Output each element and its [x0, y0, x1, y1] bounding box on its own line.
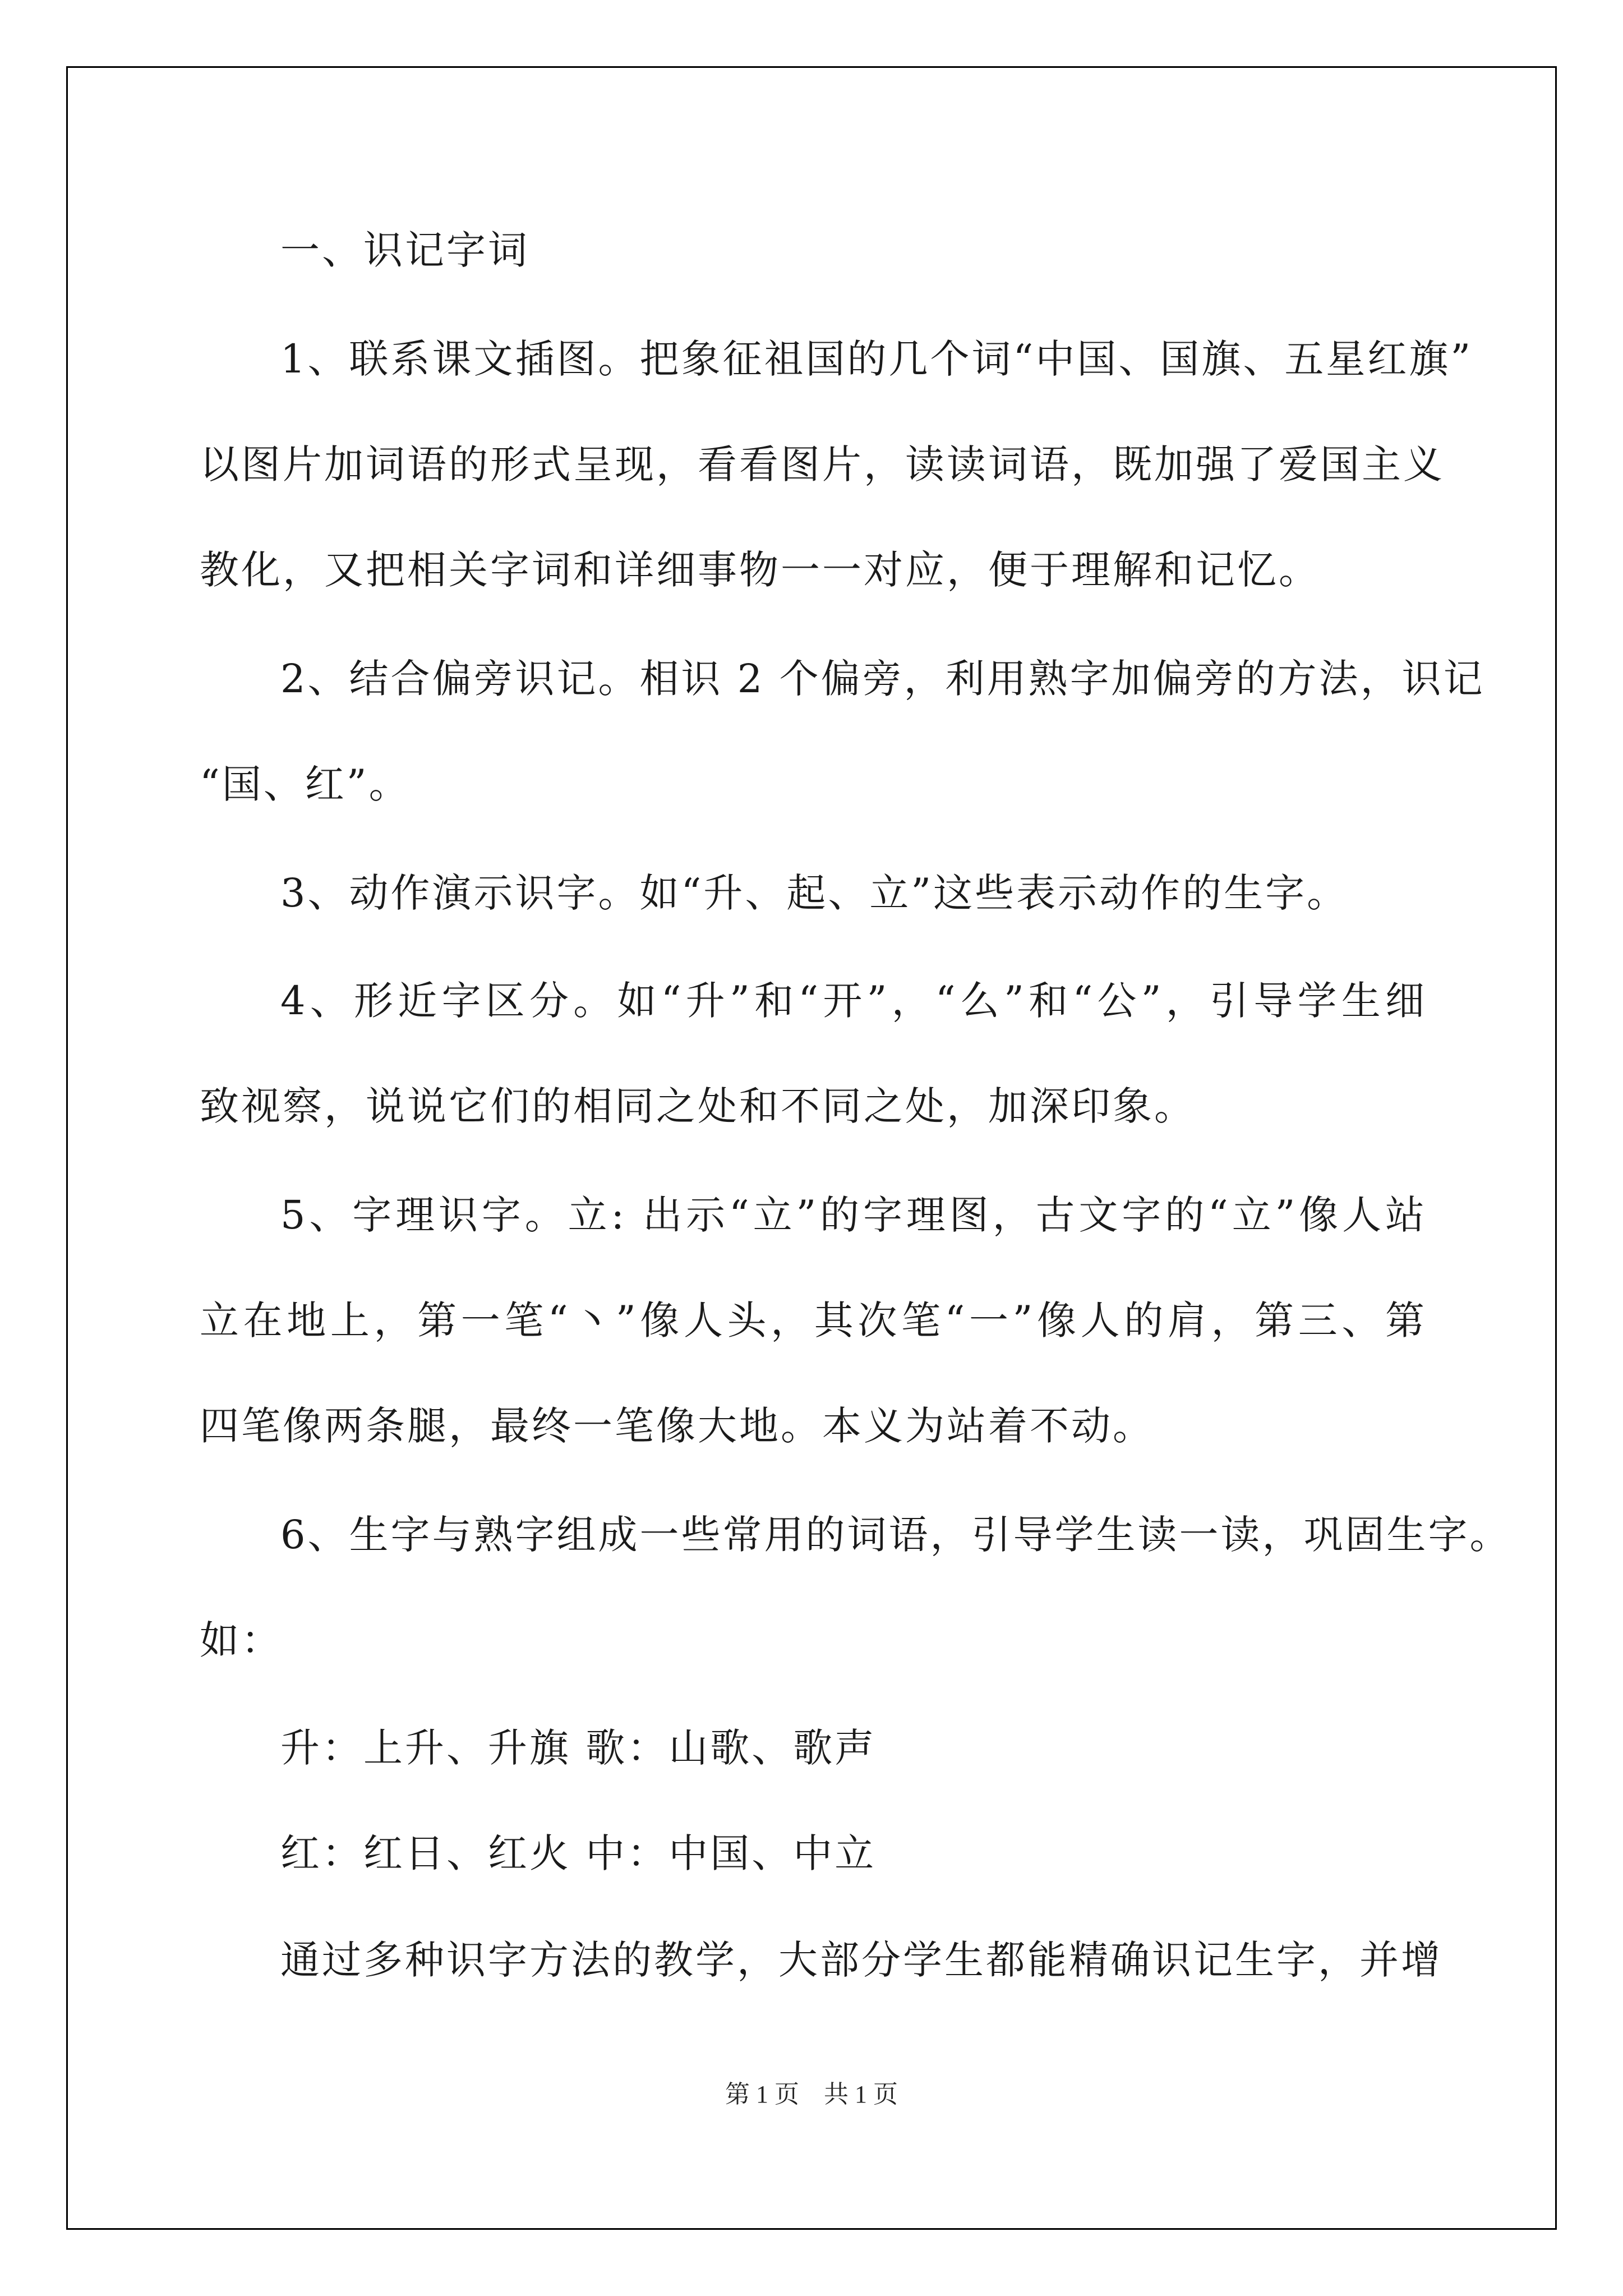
paragraph-line: 4、形近字区分。如“升”和“开”，“么”和“公”，引导学生细	[280, 978, 1427, 1024]
section-heading: 一、识记字词	[280, 227, 529, 273]
paragraph-line: 四笔像两条腿，最终一笔像大地。本义为站着不动。	[200, 1403, 1154, 1449]
paragraph-line: 立在地上，第一笔“丶”像人头，其次笔“一”像人的肩，第三、第	[200, 1297, 1427, 1343]
paragraph-line: 6、生字与熟字组成一些常用的词语，引导学生读一读，巩固生字。	[280, 1512, 1511, 1558]
paragraph-line: 通过多种识字方法的教学，大部分学生都能精确识记生字，并增	[280, 1937, 1442, 1983]
paragraph-line: 致视察，说说它们的相同之处和不同之处，加深印象。	[200, 1083, 1196, 1129]
paragraph-line: 2、结合偏旁识记。相识 2 个偏旁，利用熟字加偏旁的方法，识记	[280, 656, 1485, 702]
page-footer: 第 1 页 共 1 页	[725, 2081, 898, 2108]
paragraph-line: 如：	[200, 1617, 283, 1663]
paragraph-line: 5、字理识字。立: 出示“立”的字理图，古文字的“立”像人站	[280, 1192, 1427, 1238]
paragraph-line: 3、动作演示识字。如“升、起、立”这些表示动作的生字。	[280, 870, 1349, 916]
paragraph-line: 教化，又把相关字词和详细事物一一对应，便于理解和记忆。	[200, 547, 1320, 593]
paragraph-line: “国、红”。	[200, 761, 411, 807]
word-example-line: 红：红日、红火 中：中国、中立	[280, 1830, 877, 1876]
paragraph-line: 1、联系课文插图。把象征祖国的几个词“中国、国旗、五星红旗”	[280, 336, 1473, 382]
paragraph-line: 以图片加词语的形式呈现，看看图片，读读词语，既加强了爱国主义	[200, 441, 1445, 487]
word-example-line: 升：上升、升旗 歌：山歌、歌声	[280, 1725, 877, 1771]
page-border	[66, 66, 1557, 2230]
